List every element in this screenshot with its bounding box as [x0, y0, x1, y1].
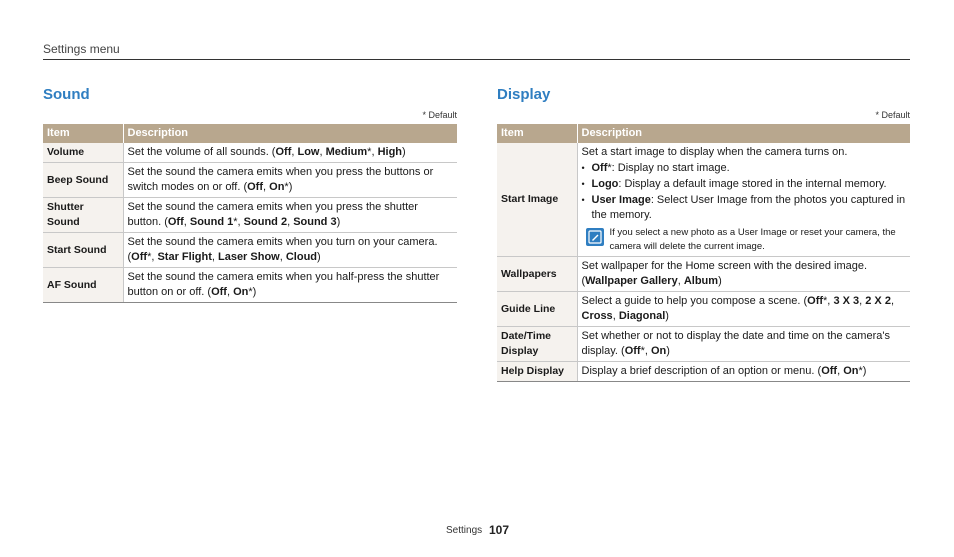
text-run: *,	[640, 345, 651, 357]
table-row	[497, 362, 910, 382]
option-value: Sound 2	[243, 216, 288, 228]
start-image-note	[582, 226, 907, 254]
option-value: High	[377, 146, 403, 158]
text-run: Set the sound the camera emits when you press the shutter button. (	[127, 201, 418, 228]
description-cell	[123, 163, 457, 198]
text-run: ,	[279, 251, 286, 263]
text-run: )	[665, 310, 669, 322]
text-run: Set wallpaper for the Home screen with the desired image. (	[581, 260, 868, 287]
table-row	[497, 327, 910, 362]
description-cell	[577, 257, 910, 292]
option-value: Low	[297, 146, 320, 158]
text-run: *,	[367, 146, 378, 158]
sound-table-header	[43, 124, 457, 143]
description-cell	[577, 292, 910, 327]
table-row	[43, 268, 457, 303]
text-run: *)	[858, 365, 867, 377]
display-section-title: Display	[497, 86, 551, 103]
option-value: Cloud	[285, 251, 318, 263]
item-cell: AF Sound	[43, 268, 123, 303]
column-header-description: Description	[577, 124, 910, 143]
option-value: Diagonal	[618, 310, 666, 322]
option-value: Star Flight	[157, 251, 212, 263]
text-run: ,	[291, 146, 298, 158]
text-run: *)	[284, 181, 293, 193]
description-cell	[123, 143, 457, 163]
column-header-description: Description	[123, 124, 457, 143]
option-bullet	[582, 177, 907, 192]
item-cell: Volume	[43, 143, 123, 163]
sound-default-note: * Default	[422, 110, 457, 120]
text-run: ,	[612, 310, 619, 322]
option-value: Off	[807, 295, 824, 307]
option-value: Off	[591, 162, 608, 174]
option-value: Off	[167, 216, 184, 228]
table-row	[497, 292, 910, 327]
description-cell	[577, 327, 910, 362]
item-cell: Wallpapers	[497, 257, 577, 292]
text-run: ,	[226, 286, 234, 298]
option-value: Sound 1	[189, 216, 234, 228]
option-value: Logo	[591, 178, 619, 190]
item-cell: Guide Line	[497, 292, 577, 327]
item-cell: Shutter Sound	[43, 198, 123, 233]
option-value: Medium	[325, 146, 368, 158]
column-header-item: Item	[497, 124, 577, 143]
text-run: ,	[263, 181, 270, 193]
text-run: ,	[837, 365, 844, 377]
text-run: )	[336, 216, 341, 228]
table-row	[497, 143, 910, 257]
text-run: ,	[890, 295, 894, 307]
text-run: ,	[211, 251, 218, 263]
table-row	[43, 143, 457, 163]
text-run: *,	[823, 295, 834, 307]
item-cell: Help Display	[497, 362, 577, 382]
note-pencil-icon	[586, 228, 604, 246]
option-value: User Image	[591, 194, 651, 206]
option-value: 2 X 2	[865, 295, 891, 307]
text-run: *,	[147, 251, 158, 263]
text-run: Set the sound the camera emits when you turn on your camera. (	[127, 236, 438, 263]
description-cell	[577, 362, 910, 382]
option-value: Off	[821, 365, 838, 377]
option-value: Sound 3	[293, 216, 337, 228]
option-value: On	[651, 345, 667, 357]
text-run: ,	[859, 295, 866, 307]
option-value: On	[269, 181, 285, 193]
description-cell	[577, 143, 910, 257]
footer-chapter: Settings	[446, 525, 483, 536]
option-value: Off	[131, 251, 148, 263]
text-run: Select a guide to help you compose a scene. (	[581, 295, 808, 307]
description-cell	[123, 233, 457, 268]
text-run: ,	[183, 216, 190, 228]
text-run: ,	[677, 275, 684, 287]
item-cell: Start Image	[497, 143, 577, 257]
start-image-intro: Set a start image to display when the camera turns on.	[581, 146, 848, 158]
option-value: Off	[275, 146, 292, 158]
option-value: On	[843, 365, 859, 377]
column-header-item: Item	[43, 124, 123, 143]
option-value: Cross	[581, 310, 613, 322]
option-value: Off	[247, 181, 264, 193]
option-bullet	[582, 161, 907, 176]
display-table-body	[497, 143, 910, 382]
table-row	[497, 257, 910, 292]
text-run: : Select User Image from the photos you captured in the memory.	[591, 194, 906, 221]
item-cell: Date/Time Display	[497, 327, 577, 362]
text-run: Display a brief description of an option or menu. (	[581, 365, 822, 377]
sound-section-title: Sound	[43, 86, 90, 103]
option-value: Off	[624, 345, 641, 357]
running-header: Settings menu	[43, 42, 120, 56]
text-run: Set whether or not to display the date and time on the camera's display. (	[581, 330, 890, 357]
text-run: Set the sound the camera emits when you half-press the shutter button on or off. (	[127, 271, 440, 298]
option-value: Wallpaper Gallery	[585, 275, 678, 287]
table-row	[43, 163, 457, 198]
display-table	[497, 124, 910, 382]
description-cell	[123, 268, 457, 303]
text-run: )	[317, 251, 321, 263]
item-cell: Beep Sound	[43, 163, 123, 198]
option-value: Album	[683, 275, 719, 287]
sound-table	[43, 124, 457, 303]
text-run: )	[718, 275, 722, 287]
option-value: On	[233, 286, 249, 298]
text-run: : Display a default image stored in the internal memory.	[618, 178, 887, 190]
text-run: *,	[233, 216, 244, 228]
text-run: )	[402, 146, 406, 158]
display-table-header	[497, 124, 910, 143]
page-number: 107	[489, 523, 510, 537]
text-run: ,	[319, 146, 326, 158]
sound-table-body	[43, 143, 457, 303]
text-run: *)	[248, 286, 257, 298]
display-default-note: * Default	[875, 110, 910, 120]
option-value: 3 X 3	[833, 295, 860, 307]
table-row	[43, 233, 457, 268]
text-run: Set the volume of all sounds. (	[127, 146, 276, 158]
option-value: Laser Show	[217, 251, 280, 263]
option-bullet	[582, 193, 907, 223]
header-divider	[43, 59, 910, 60]
text-run: ,	[287, 216, 294, 228]
start-image-options	[582, 161, 907, 223]
description-cell	[123, 198, 457, 233]
item-cell: Start Sound	[43, 233, 123, 268]
table-row	[43, 198, 457, 233]
text-run: *: Display no start image.	[607, 162, 730, 174]
text-run: )	[666, 345, 670, 357]
text-run: Set the sound the camera emits when you press the buttons or switch modes on or off. (	[127, 166, 434, 193]
note-text: If you select a new photo as a User Image or reset your camera, the camera will delete the current image.	[609, 227, 896, 252]
option-value: Off	[211, 286, 227, 298]
